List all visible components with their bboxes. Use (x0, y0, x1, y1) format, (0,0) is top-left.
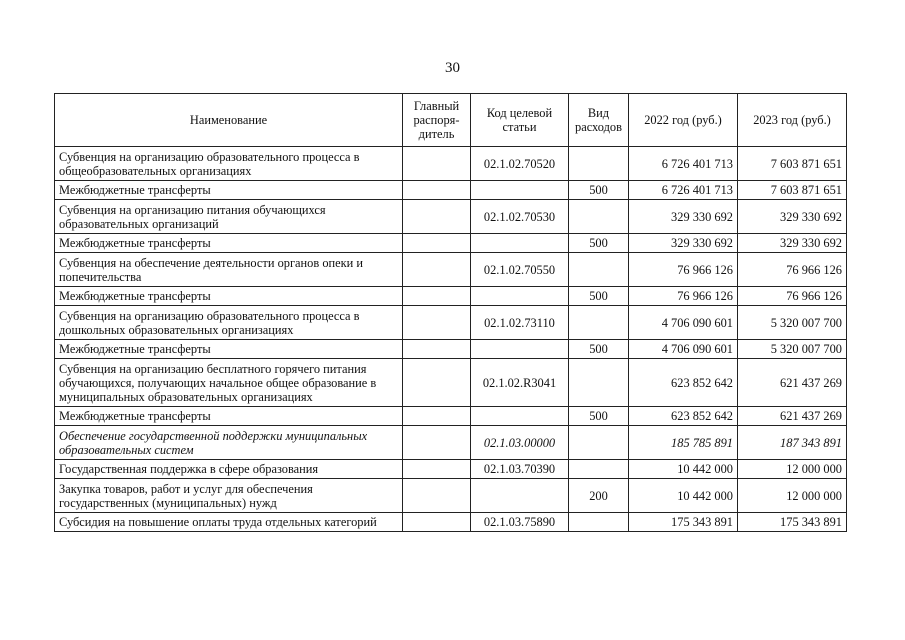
cell-name: Субвенция на организацию образовательного процесса в дошкольных образовательных организациях (55, 306, 403, 340)
cell-admin (403, 460, 471, 479)
cell-code (471, 340, 569, 359)
cell-2023: 187 343 891 (738, 426, 847, 460)
cell-name: Субвенция на организацию образовательного процесса в общеобразовательных организациях (55, 147, 403, 181)
cell-2023: 621 437 269 (738, 359, 847, 407)
cell-code: 02.1.03.70390 (471, 460, 569, 479)
cell-admin (403, 426, 471, 460)
cell-code (471, 287, 569, 306)
cell-type (569, 200, 629, 234)
cell-code: 02.1.02.70520 (471, 147, 569, 181)
cell-code (471, 234, 569, 253)
cell-name: Межбюджетные трансферты (55, 340, 403, 359)
header-type: Вид расходов (569, 94, 629, 147)
cell-name: Закупка товаров, работ и услуг для обеспечения государственных (муниципальных) нужд (55, 479, 403, 513)
cell-code: 02.1.02.70550 (471, 253, 569, 287)
cell-2022: 623 852 642 (629, 359, 738, 407)
cell-name: Межбюджетные трансферты (55, 407, 403, 426)
cell-code: 02.1.03.75890 (471, 513, 569, 532)
header-name: Наименование (55, 94, 403, 147)
page-number: 30 (445, 60, 460, 76)
cell-type: 200 (569, 479, 629, 513)
cell-admin (403, 340, 471, 359)
cell-name: Государственная поддержка в сфере образования (55, 460, 403, 479)
cell-2022: 10 442 000 (629, 479, 738, 513)
cell-name: Обеспечение государственной поддержки муниципальных образовательных систем (55, 426, 403, 460)
cell-admin (403, 253, 471, 287)
cell-type (569, 426, 629, 460)
cell-2023: 76 966 126 (738, 253, 847, 287)
header-2023: 2023 год (руб.) (738, 94, 847, 147)
cell-2023: 7 603 871 651 (738, 181, 847, 200)
cell-type (569, 253, 629, 287)
cell-type: 500 (569, 287, 629, 306)
cell-type (569, 306, 629, 340)
cell-2022: 76 966 126 (629, 287, 738, 306)
cell-name: Субвенция на организацию питания обучающихся образовательных организаций (55, 200, 403, 234)
table-header-row (55, 94, 847, 147)
cell-2023: 621 437 269 (738, 407, 847, 426)
header-2022: 2022 год (руб.) (629, 94, 738, 147)
cell-2023: 329 330 692 (738, 234, 847, 253)
cell-type (569, 359, 629, 407)
cell-2023: 76 966 126 (738, 287, 847, 306)
cell-admin (403, 181, 471, 200)
cell-2022: 175 343 891 (629, 513, 738, 532)
cell-admin (403, 234, 471, 253)
cell-2023: 329 330 692 (738, 200, 847, 234)
cell-2022: 4 706 090 601 (629, 340, 738, 359)
table-row (55, 181, 847, 200)
cell-type: 500 (569, 181, 629, 200)
table-row (55, 479, 847, 513)
cell-admin (403, 306, 471, 340)
table-row (55, 287, 847, 306)
cell-name: Субвенция на обеспечение деятельности органов опеки и попечительства (55, 253, 403, 287)
cell-admin (403, 200, 471, 234)
cell-type: 500 (569, 340, 629, 359)
table-row (55, 234, 847, 253)
header-code: Код целевой статьи (471, 94, 569, 147)
table-row (55, 359, 847, 407)
cell-code: 02.1.02.70530 (471, 200, 569, 234)
cell-admin (403, 513, 471, 532)
cell-admin (403, 359, 471, 407)
cell-admin (403, 287, 471, 306)
cell-name: Межбюджетные трансферты (55, 287, 403, 306)
cell-code: 02.1.03.00000 (471, 426, 569, 460)
cell-type: 500 (569, 234, 629, 253)
cell-name: Субсидия на повышение оплаты труда отдельных категорий (55, 513, 403, 532)
cell-2022: 185 785 891 (629, 426, 738, 460)
cell-name: Субвенция на организацию бесплатного горячего питания обучающихся, получающих начальное общее образование в муниципальных образовательных организациях (55, 359, 403, 407)
cell-2022: 76 966 126 (629, 253, 738, 287)
cell-2023: 5 320 007 700 (738, 306, 847, 340)
cell-type (569, 513, 629, 532)
cell-type: 500 (569, 407, 629, 426)
cell-code: 02.1.02.73110 (471, 306, 569, 340)
cell-2023: 7 603 871 651 (738, 147, 847, 181)
cell-2022: 6 726 401 713 (629, 181, 738, 200)
cell-type (569, 460, 629, 479)
cell-2023: 12 000 000 (738, 479, 847, 513)
cell-2022: 623 852 642 (629, 407, 738, 426)
cell-2022: 329 330 692 (629, 234, 738, 253)
cell-2023: 5 320 007 700 (738, 340, 847, 359)
cell-2023: 175 343 891 (738, 513, 847, 532)
table-row (55, 306, 847, 340)
cell-type (569, 147, 629, 181)
cell-name: Межбюджетные трансферты (55, 181, 403, 200)
cell-2022: 6 726 401 713 (629, 147, 738, 181)
table-row (55, 426, 847, 460)
cell-2022: 4 706 090 601 (629, 306, 738, 340)
cell-2022: 329 330 692 (629, 200, 738, 234)
cell-admin (403, 407, 471, 426)
table-row (55, 513, 847, 532)
table-row (55, 460, 847, 479)
cell-admin (403, 147, 471, 181)
cell-code (471, 181, 569, 200)
table-row (55, 340, 847, 359)
table-row (55, 253, 847, 287)
cell-2022: 10 442 000 (629, 460, 738, 479)
budget-table (54, 93, 847, 532)
table-row (55, 407, 847, 426)
cell-code: 02.1.02.R3041 (471, 359, 569, 407)
cell-2023: 12 000 000 (738, 460, 847, 479)
header-admin: Главный распоря-дитель (403, 94, 471, 147)
cell-code (471, 407, 569, 426)
cell-name: Межбюджетные трансферты (55, 234, 403, 253)
cell-admin (403, 479, 471, 513)
table-row (55, 200, 847, 234)
table-row (55, 147, 847, 181)
cell-code (471, 479, 569, 513)
